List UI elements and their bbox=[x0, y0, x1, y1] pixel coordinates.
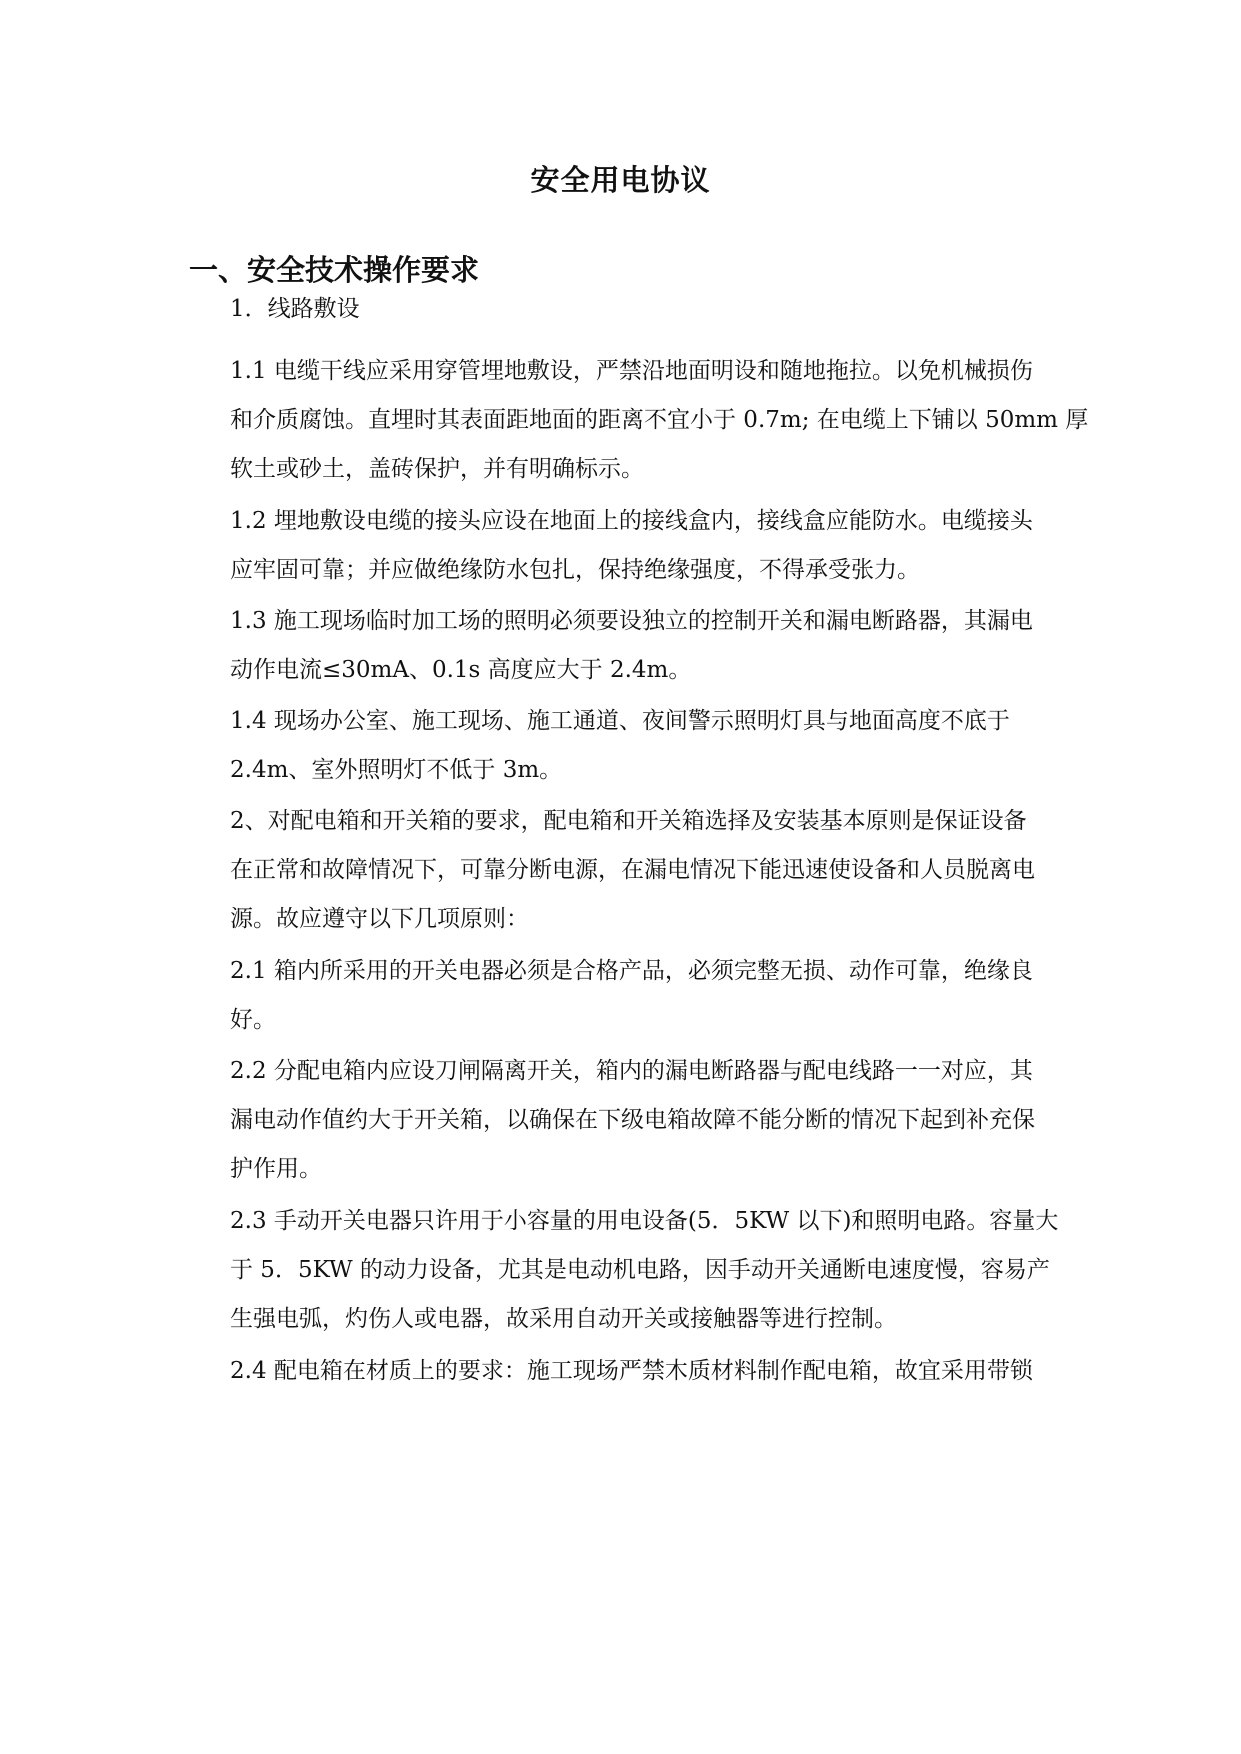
paragraph-line: 生强电弧，灼伤人或电器，故采用自动开关或接触器等进行控制。 bbox=[230, 1306, 897, 1332]
paragraph-line: 2.3 手动开关电器只许用于小容量的用电设备(5．5KW 以下)和照明电路。容量大 bbox=[230, 1208, 1059, 1234]
paragraph-line: 2.4 配电箱在材质上的要求：施工现场严禁木质材料制作配电箱，故宜采用带锁 bbox=[230, 1358, 1033, 1384]
paragraph-line: 2.1 箱内所采用的开关电器必须是合格产品，必须完整无损、动作可靠，绝缘良 bbox=[230, 958, 1033, 984]
paragraph-line: 1.3 施工现场临时加工场的照明必须要设独立的控制开关和漏电断路器，其漏电 bbox=[230, 608, 1033, 634]
paragraph-2-2 bbox=[230, 1047, 1110, 1194]
paragraph-line: 源。故应遵守以下几项原则： bbox=[230, 906, 529, 932]
page-title: 安全用电协议 bbox=[530, 163, 711, 197]
paragraph-1-2 bbox=[230, 497, 1110, 595]
paragraph-2 bbox=[230, 797, 1110, 944]
paragraph-line: 护作用。 bbox=[230, 1156, 322, 1182]
paragraph-line: 于 5．5KW 的动力设备，尤其是电动机电路，因手动开关通断电速度慢，容易产 bbox=[230, 1257, 1050, 1283]
paragraph-line: 软土或砂土，盖砖保护，并有明确标示。 bbox=[230, 456, 644, 482]
paragraph-line-laying bbox=[230, 285, 1110, 334]
paragraph-line: 1.1 电缆干线应采用穿管埋地敷设，严禁沿地面明设和随地拖拉。以免机械损伤 bbox=[230, 358, 1033, 384]
paragraph-2-3 bbox=[230, 1197, 1110, 1344]
paragraph-1-4 bbox=[230, 697, 1110, 795]
paragraph-line: 动作电流≤30mA、0.1s 高度应大于 2.4m。 bbox=[230, 657, 692, 683]
paragraph-line: 应牢固可靠；并应做绝缘防水包扎，保持绝缘强度，不得承受张力。 bbox=[230, 557, 920, 583]
paragraph-2-1 bbox=[230, 947, 1110, 1045]
paragraph-line: 1.4 现场办公室、施工现场、施工通道、夜间警示照明灯具与地面高度不底于 bbox=[230, 708, 1010, 734]
paragraph-line: 在正常和故障情况下，可靠分断电源，在漏电情况下能迅速使设备和人员脱离电 bbox=[230, 857, 1035, 883]
paragraph-line: 1．线路敷设 bbox=[230, 296, 360, 322]
paragraph-1-3 bbox=[230, 597, 1110, 695]
paragraph-line: 漏电动作值约大于开关箱，以确保在下级电箱故障不能分断的情况下起到补充保 bbox=[230, 1107, 1035, 1133]
paragraph-line: 2.4m、室外照明灯不低于 3m。 bbox=[230, 757, 563, 783]
paragraph-2-4 bbox=[230, 1347, 1110, 1396]
paragraph-1-1 bbox=[230, 347, 1110, 494]
paragraph-line: 2、对配电箱和开关箱的要求，配电箱和开关箱选择及安装基本原则是保证设备 bbox=[230, 808, 1027, 834]
paragraph-line: 1.2 埋地敷设电缆的接头应设在地面上的接线盒内，接线盒应能防水。电缆接头 bbox=[230, 508, 1033, 534]
paragraph-line: 和介质腐蚀。直埋时其表面距地面的距离不宜小于 0.7m; 在电缆上下铺以 50mm 厚 bbox=[230, 407, 1089, 433]
paragraph-line: 2.2 分配电箱内应设刀闸隔离开关，箱内的漏电断路器与配电线路一一对应，其 bbox=[230, 1058, 1033, 1084]
paragraph-line: 好。 bbox=[230, 1007, 276, 1033]
section-heading: 一、安全技术操作要求 bbox=[189, 253, 480, 287]
